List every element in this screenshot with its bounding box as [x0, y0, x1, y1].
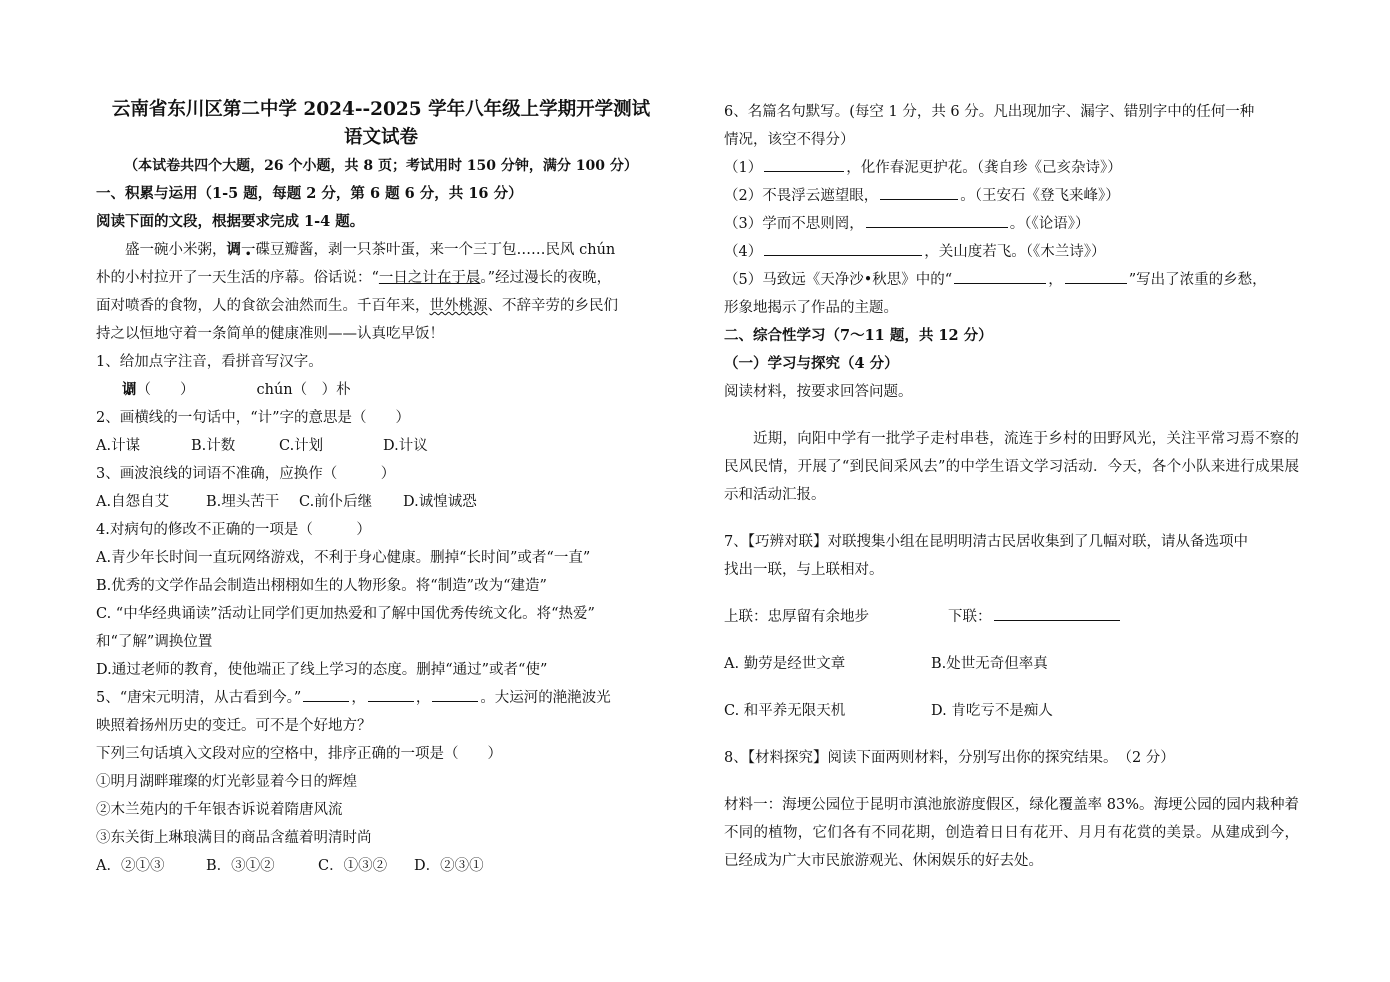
blank[interactable] — [303, 685, 349, 702]
passage-line-3 — [96, 292, 666, 320]
blank[interactable] — [954, 267, 1046, 284]
upper-couplet: 上联：忠厚留有余地步 — [724, 609, 869, 625]
q6-item-5-cont: 形象地揭示了作品的主题。 — [724, 300, 898, 316]
question-6-cont: 情况，该空不得分） — [724, 132, 855, 148]
question-5-line-2: 映照着扬州历史的变迁。可不是个好地方？ — [96, 718, 372, 734]
text: （2）不畏浮云遮望眼， — [724, 188, 879, 204]
option-c[interactable]: C. 和平养无限天机 — [724, 703, 846, 719]
option-c[interactable]: C.前仆后继 — [299, 494, 373, 510]
section-2-heading: 二、综合性学习（7～11 题，共 12 分） — [724, 327, 993, 344]
text: 朴的小村拉开了一天生活的序幕。俗话说：“ — [96, 270, 379, 286]
q6-item-3 — [724, 210, 1299, 238]
right-column — [724, 98, 1299, 875]
lower-couplet-label: 下联： — [948, 609, 992, 625]
passage-line-4: 持之以恒地守着一条简单的健康准则——认真吃早饭！ — [96, 326, 444, 342]
couplet-row — [724, 603, 1299, 631]
question-7: 7、【巧辨对联】对联搜集小组在昆明明清古民居收集到了几幅对联，请从备选项中 — [724, 534, 1248, 550]
question-5-options — [96, 852, 666, 880]
q7-options-row-1 — [724, 650, 1299, 678]
text: 、不辞辛劳的乡民们 — [487, 298, 618, 314]
subsection-heading: （一）学习与探究（4 分） — [724, 355, 899, 372]
material-1: 材料一：海埂公园位于昆明市滇池旅游度假区，绿化覆盖率 83%。海埂公园的园内栽种着不同的植物，它们各有不同花期，创造着日日有花开、月月有花赏的美景。从建成到今，已经成为广大市民旅游观光、休闲娱乐的好去处。 — [724, 797, 1299, 869]
section-1-heading: 一、积累与运用（1-5 题，每题 2 分，第 6 题 6 分，共 16 分） — [96, 185, 523, 202]
answer-paren: （ ） — [136, 382, 195, 398]
option-b[interactable]: B.计数 — [191, 438, 236, 454]
text: 。大运河的滟滟波光 — [480, 690, 611, 706]
blank[interactable] — [880, 183, 958, 200]
text: ，关山度若飞。（《木兰诗》） — [924, 244, 1106, 260]
option-d[interactable]: D.通过老师的教育，使他端正了线上学习的态度。删掉“通过”或者“使” — [96, 662, 548, 678]
question-5: 5、“唐宋元明清，从古看到今。” ， ， 。大运河的滟滟波光 — [96, 684, 666, 712]
option-a[interactable]: A.自怨自艾 — [96, 494, 170, 510]
q6-item-1 — [724, 154, 1299, 182]
question-6: 6、名篇名句默写。(每空 1 分，共 6 分。凡出现加字、漏字、错别字中的任何一种 — [724, 104, 1255, 120]
text: 。”经过漫长的夜晚， — [480, 270, 612, 286]
question-7-cont: 找出一联，与上联相对。 — [724, 562, 884, 578]
exam-title: 云南省东川区第二中学 2024--2025 学年八年级上学期开学测试 — [111, 99, 651, 120]
option-d[interactable]: D.诚惶诚恐 — [403, 494, 477, 510]
question-5-line-3: 下列三句话填入文段对应的空格中，排序正确的一项是（ ） — [96, 746, 502, 762]
question-2: 2、画横线的一句话中，“计”字的意思是（ ） — [96, 410, 411, 426]
q6-item-4 — [724, 238, 1299, 266]
text: 5、“唐宋元明清，从古看到今。” — [96, 690, 302, 706]
option-d[interactable]: D．②③① — [414, 858, 484, 874]
q6-item-2 — [724, 182, 1299, 210]
intro-paragraph: 近期，向阳中学有一批学子走村串巷，流连于乡村的田野风光，关注平常习焉不察的民风民情，开展了“到民间采风去”的中学生语文学习活动．今天，各个小队来进行成果展示和活动汇报。 — [724, 431, 1299, 503]
option-a[interactable]: A．②①③ — [96, 858, 165, 874]
option-a[interactable]: A.计谋 — [96, 438, 141, 454]
blank[interactable] — [866, 211, 1008, 228]
q6-item-5 — [724, 266, 1299, 294]
sentence-3: ③东关街上琳琅满目的商品含蕴着明清时尚 — [96, 830, 372, 846]
exam-subtitle: 语文试卷 — [343, 127, 418, 148]
blank[interactable] — [1065, 267, 1127, 284]
question-3: 3、画波浪线的词语不准确，应换作（ ） — [96, 466, 396, 482]
dotted-char: 调 — [122, 381, 137, 398]
reading-instruction: 阅读下面的文段，根据要求完成 1-4 题。 — [96, 213, 365, 230]
text: （1） — [724, 160, 763, 176]
option-c-cont: 和“了解”调换位置 — [96, 634, 213, 650]
option-c[interactable]: C．①③② — [318, 858, 388, 874]
q7-options-row-2 — [724, 697, 1299, 725]
question-3-options — [96, 488, 666, 516]
text: ”写出了浓重的乡愁， — [1128, 272, 1267, 288]
text: 。（《论语》） — [1009, 216, 1090, 232]
text: 。（王安石《登飞来峰》） — [960, 188, 1120, 204]
exam-note: （本试卷共四个大题，26 个小题，共 8 页；考试用时 150 分钟，满分 100 分） — [124, 158, 638, 174]
text: ， — [1048, 272, 1063, 288]
wavy-word: 世外桃源 — [429, 298, 488, 314]
blank[interactable] — [368, 685, 414, 702]
text: （3）学而不思则罔， — [724, 216, 864, 232]
option-b[interactable]: B.处世无奇但率真 — [931, 656, 1048, 672]
blank[interactable] — [764, 155, 844, 172]
text: （5）马致远《天净沙•秋思》中的“ — [724, 272, 953, 288]
underlined-sentence: 一日之计在于晨 — [378, 270, 481, 286]
blank[interactable] — [432, 685, 478, 702]
option-b[interactable]: B.优秀的文学作品会制造出栩栩如生的人物形象。将“制造”改为“建造” — [96, 578, 547, 594]
text: 面对喷香的食物，人的食欲会油然而生。千百年来， — [96, 298, 430, 314]
read-instruction: 阅读材料，按要求回答问题。 — [724, 384, 913, 400]
option-c[interactable]: C.计划 — [279, 438, 324, 454]
text: （4） — [724, 244, 763, 260]
pinyin-item: chún（ ）朴 — [256, 382, 351, 398]
option-b[interactable]: B.埋头苦干 — [206, 494, 280, 510]
option-a[interactable]: A.青少年长时间一直玩网络游戏，不利于身心健康。删掉“长时间”或者“一直” — [96, 550, 591, 566]
option-d[interactable]: D.计议 — [383, 438, 428, 454]
passage-line-1 — [96, 236, 666, 264]
question-2-options — [96, 432, 666, 460]
question-1: 1、给加点字注音，看拼音写汉字。 — [96, 354, 323, 370]
dotted-char: 调 — [226, 241, 241, 258]
question-1-items — [96, 376, 666, 404]
option-c[interactable]: C. “中华经典诵读”活动让同学们更加热爱和了解中国优秀传统文化。将“热爱” — [96, 606, 595, 622]
option-b[interactable]: B．③①② — [206, 858, 275, 874]
passage-line-2 — [96, 264, 666, 292]
question-4: 4.对病句的修改不正确的一项是（ ） — [96, 522, 371, 538]
text: 一碟豆瓣酱，剥一只茶叶蛋，来一个三丁包……民风 chún — [241, 242, 616, 258]
sentence-2: ②木兰苑内的千年银杏诉说着隋唐风流 — [96, 802, 343, 818]
left-column — [96, 96, 666, 880]
option-d[interactable]: D. 肯吃亏不是痴人 — [931, 703, 1053, 719]
blank[interactable] — [994, 604, 1120, 621]
option-a[interactable]: A. 勤劳是经世文章 — [724, 656, 846, 672]
sentence-1: ①明月湖畔璀璨的灯光彰显着今日的辉煌 — [96, 774, 357, 790]
text: 盛一碗小米粥， — [125, 242, 227, 258]
text: ，化作春泥更护花。（龚自珍《己亥杂诗》） — [846, 160, 1122, 176]
blank[interactable] — [764, 239, 922, 256]
question-8: 8、【材料探究】阅读下面两则材料，分别写出你的探究结果。 （2 分） — [724, 750, 1175, 766]
